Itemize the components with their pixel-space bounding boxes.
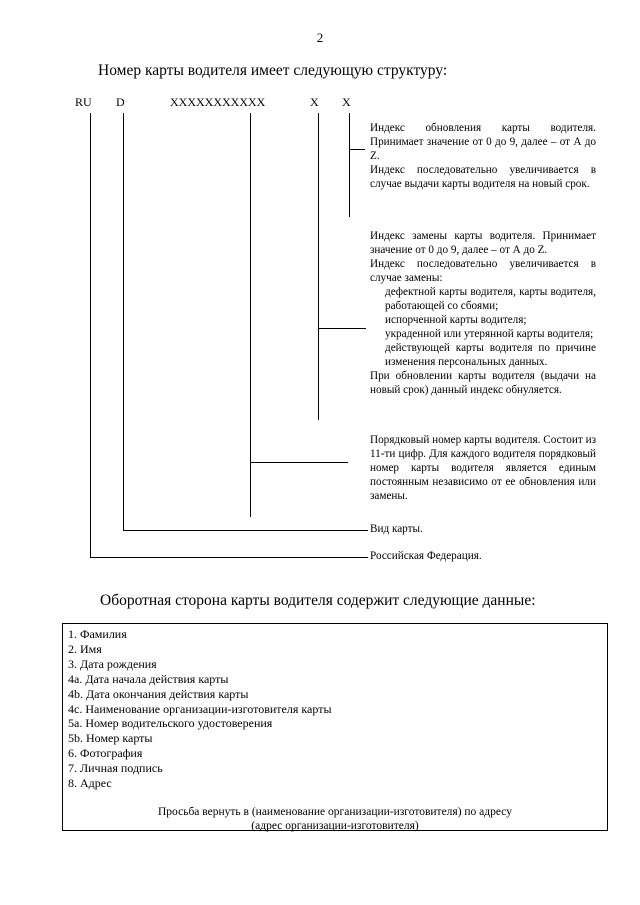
back-side-field-list [63, 624, 607, 791]
back-side-heading: Оборотная сторона карты водителя содержит следующие данные: [100, 592, 536, 609]
code-country: RU [75, 95, 92, 109]
replacement-case-defective: дефектной карты водителя, карты водителя, работающей со сбоями; [385, 286, 596, 312]
serial-number-text: Порядковый номер карты водителя. Состоит из 11-ти цифр. Для каждого водителя порядковый номер карты водителя является единым постоянным независимо от ее обновления или замены. [370, 434, 596, 502]
renewal-leader-vertical [349, 113, 350, 217]
field-validity-start: 4a. Дата начала действия карты [68, 671, 229, 686]
card-type-label: Вид карты. [370, 523, 423, 535]
serial-leader-horizontal [250, 462, 348, 463]
replacement-case-personal-data: действующей карты водителя по причине изменения персональных данных. [385, 342, 596, 368]
replacement-leader-vertical [318, 113, 319, 420]
field-license-number: 5a. Номер водительского удостоверения [68, 716, 273, 731]
field-issuer-name: 4c. Наименование организации-изготовителя карты [68, 701, 332, 716]
return-address-line: (адрес организации-изготовителя) [251, 820, 419, 832]
replacement-case-stolen-lost: украденной или утерянной карты водителя; [385, 328, 594, 340]
renewal-index-description [370, 121, 596, 191]
back-side-data-box [62, 623, 608, 831]
renewal-index-range: Индекс обновления карты водителя. Принимает значение от 0 до 9, далее – от А до Z. [370, 122, 596, 162]
field-surname: 1. Фамилия [68, 627, 127, 641]
field-name: 2. Имя [68, 641, 102, 656]
field-validity-end: 4b. Дата окончания действия карты [68, 686, 249, 701]
field-address: 8. Адрес [68, 776, 112, 791]
country-leader-horizontal [90, 557, 368, 558]
field-card-number: 5b. Номер карты [68, 731, 153, 746]
code-card-type: D [116, 95, 125, 109]
country-label: Российская Федерация. [370, 550, 482, 562]
field-birth-date: 3. Дата рождения [68, 656, 157, 671]
card-type-leader-horizontal [123, 530, 368, 531]
return-request-line: Просьба вернуть в (наименование организации-изготовителя) по адресу [158, 806, 512, 818]
front-structure-heading: Номер карты водителя имеет следующую структуру: [98, 62, 448, 79]
field-signature: 7. Личная подпись [68, 761, 163, 776]
page-number: 2 [316, 30, 324, 45]
serial-number-description [370, 433, 596, 503]
replacement-index-description [370, 229, 596, 397]
code-serial: XXXXXXXXXXX [170, 95, 266, 109]
replacement-case-damaged: испорченной карты водителя; [385, 314, 527, 326]
country-leader-vertical [90, 113, 91, 558]
replacement-index-range: Индекс замены карты водителя. Принимает значение от 0 до 9, далее – от А до Z. [370, 230, 596, 256]
card-type-leader-vertical [123, 113, 124, 531]
serial-leader-vertical [250, 113, 251, 517]
code-renewal-index: X [342, 95, 351, 109]
replacement-index-increment: Индекс последовательно увеличивается в случае замены: [370, 258, 596, 284]
replacement-index-reset-note: При обновлении карты водителя (выдачи на новый срок) данный индекс обнуляется. [370, 370, 596, 396]
replacement-leader-horizontal [318, 328, 366, 329]
code-replacement-index: X [310, 95, 319, 109]
field-photo: 6. Фотография [68, 746, 143, 761]
return-request-note [63, 805, 607, 833]
renewal-index-increment: Индекс последовательно увеличивается в случае выдачи карты водителя на новый срок. [370, 164, 596, 190]
renewal-leader-horizontal [349, 149, 365, 150]
